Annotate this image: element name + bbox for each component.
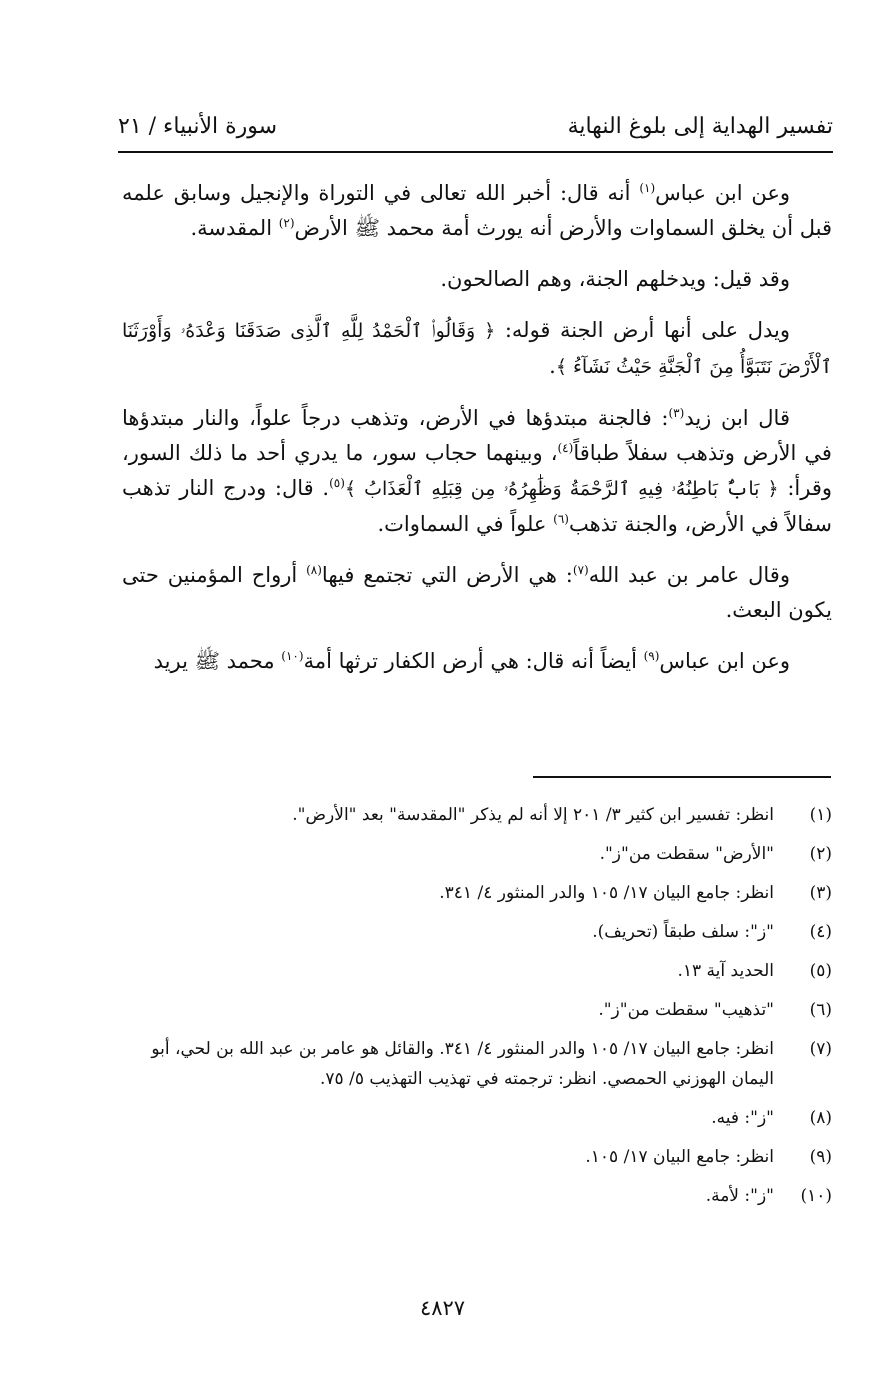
header-rule xyxy=(118,151,833,153)
footnote-item xyxy=(122,839,832,869)
text-run: . قال: ودرج النار تذهب سفالاً في الأرض، والجنة تذهب xyxy=(122,476,832,536)
paragraph-4 xyxy=(122,401,832,542)
paragraph-3 xyxy=(122,313,832,385)
paragraph-2: وقد قيل: ويدخلهم الجنة، وهم الصالحون. xyxy=(440,267,790,291)
text-run: وعن ابن عباس xyxy=(659,649,790,673)
footnote-number: (٧) xyxy=(809,1039,832,1059)
running-header xyxy=(118,108,833,148)
footnote-item xyxy=(122,917,832,947)
text-run: : هي الأرض التي تجتمع فيها xyxy=(321,563,573,587)
text-run: المقدسة. xyxy=(190,216,279,240)
footnote-ref-6: (٦) xyxy=(553,512,569,526)
footnote-ref-1: (١) xyxy=(639,181,656,195)
footnote-number: (٥) xyxy=(809,961,832,981)
footnote-ref-10: (١٠) xyxy=(281,649,304,663)
text-run: محمد ﷺ يريد xyxy=(153,649,282,673)
text-run: . xyxy=(549,354,556,378)
sura-label: سورة الأنبياء / ٢١ xyxy=(118,114,278,139)
text-run: ويدل على أنها أرض الجنة قوله: xyxy=(495,318,790,342)
paragraph-1 xyxy=(122,176,832,246)
footnote-number: (٨) xyxy=(809,1108,832,1128)
footnote-text: "ز": لأمة. xyxy=(705,1186,774,1206)
text-run: علواً في السماوات. xyxy=(377,512,554,536)
text-run: : فالجنة مبتدؤها في الأرض، وتذهب درجاً علواً، والنار مبتدؤها في الأرض وتذهب سفلاً طباقاً xyxy=(122,406,832,465)
footnote-ref-8: (٨) xyxy=(306,563,322,577)
text-run: أيضاً أنه قال: هي أرض الكفار ترثها أمة xyxy=(303,649,644,673)
footnote-item xyxy=(122,878,832,908)
footnote-ref-4: (٤) xyxy=(557,441,574,455)
footnote-number: (٩) xyxy=(809,1147,832,1167)
book-title: تفسير الهداية إلى بلوغ النهاية xyxy=(567,114,833,139)
text-run: وعن ابن عباس xyxy=(655,181,791,205)
footnote-ref-3: (٣) xyxy=(668,406,685,420)
quran-verse: ﴿ وَقَالُوا۟ ٱلْحَمْدُ لِلَّهِ ٱلَّذِى صَدَقَنَا وَعْدَهُۥ وَأَوْرَثَنَا ٱلْأَرْضَ نَتَبَوَّأُ مِنَ ٱلْجَنَّةِ حَيْثُ نَشَآءُ ﴾ xyxy=(122,320,832,378)
footnote-item xyxy=(122,995,832,1025)
footnote-text: انظر: جامع البيان ١٧/ ١٠٥. xyxy=(585,1147,774,1167)
footnote-number: (٢) xyxy=(809,844,832,864)
footnote-item xyxy=(122,1103,832,1133)
footnote-number: (٣) xyxy=(809,883,832,903)
text-run: قال ابن زيد xyxy=(684,406,790,430)
footnotes xyxy=(122,800,832,1220)
footnote-text: الحديد آية ١٣. xyxy=(677,961,774,981)
footnote-text: "الأرض" سقطت من"ز". xyxy=(599,844,774,864)
footnote-text: انظر: جامع البيان ١٧/ ١٠٥ والدر المنثور ٤/ ٣٤١. والقائل هو عامر بن عبد الله بن لحي، أبو اليمان الهوزني الحمصي. انظر: ترجمته في تهذيب التهذيب ٥/ ٧٥. xyxy=(151,1039,774,1089)
footnote-ref-9: (٩) xyxy=(643,649,660,663)
footnote-ref-7: (٧) xyxy=(572,563,589,577)
footnote-ref-5: (٥) xyxy=(329,476,345,490)
text-run: أنه قال: أخبر الله تعالى في التوراة والإنجيل وسابق علمه قبل أن يخلق السماوات والأرض أنه يورث أمة محمد ﷺ الأرض xyxy=(122,181,832,240)
quran-verse: ﴿ بَابٌۢ بَاطِنُهُۥ فِيهِ ٱلرَّحْمَةُ وَظَٰهِرُهُۥ مِن قِبَلِهِ ٱلْعَذَابُ ﴾ xyxy=(344,478,779,500)
paragraph-6 xyxy=(122,644,832,679)
footnote-text: "تذهيب" سقطت من"ز". xyxy=(598,1000,774,1020)
footnote-number: (١٠) xyxy=(800,1186,832,1206)
text-run: وقال عامر بن عبد الله xyxy=(588,563,790,587)
footnote-item xyxy=(122,1142,832,1172)
main-text xyxy=(122,176,832,695)
paragraph-5 xyxy=(122,558,832,628)
footnote-ref-2: (٢) xyxy=(278,216,295,230)
footnote-item xyxy=(122,1034,832,1094)
footnote-number: (٤) xyxy=(809,922,832,942)
footnote-separator xyxy=(533,776,831,778)
footnote-item xyxy=(122,1181,832,1211)
footnote-text: "ز": فيه. xyxy=(711,1108,774,1128)
text-run: ، وبينهما حجاب سور، ما يدري أحد ما ذلك السور، وقرأ: xyxy=(122,441,832,500)
footnote-text: انظر: تفسير ابن كثير ٣/ ٢٠١ إلا أنه لم يذكر "المقدسة" بعد "الأرض". xyxy=(292,805,774,825)
footnote-text: "ز": سلف طبقاً (تحريف). xyxy=(592,922,774,942)
footnote-number: (١) xyxy=(809,805,832,825)
footnote-item xyxy=(122,956,832,986)
footnote-number: (٦) xyxy=(809,1000,832,1020)
footnote-item xyxy=(122,800,832,830)
text-run: أرواح المؤمنين حتى يكون البعث. xyxy=(122,563,832,622)
footnote-text: انظر: جامع البيان ١٧/ ١٠٥ والدر المنثور ٤/ ٣٤١. xyxy=(439,883,774,903)
page-number: ٤٨٢٧ xyxy=(419,1296,466,1320)
